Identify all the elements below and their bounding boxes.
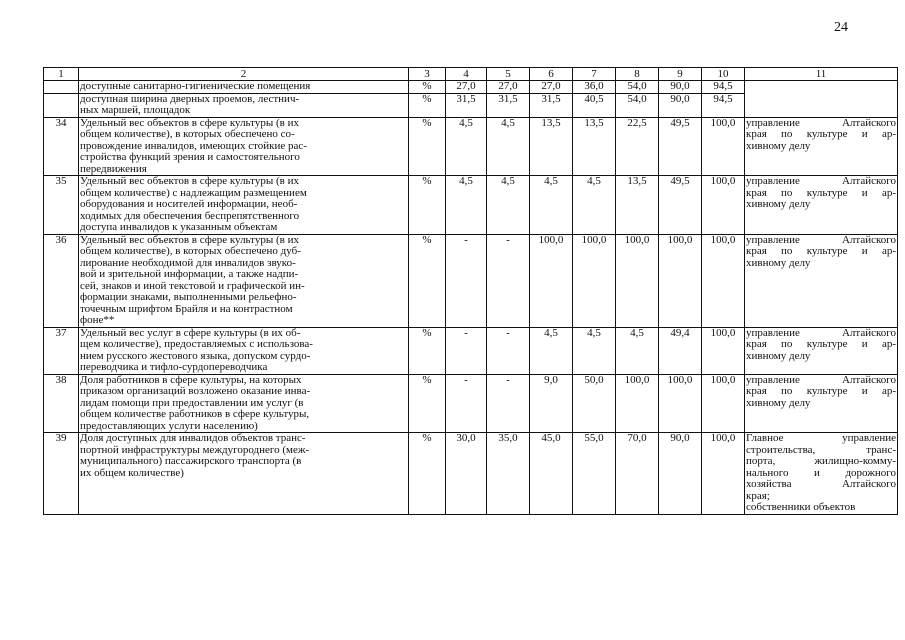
- description-line: портной инфраструктуры междугороднего (меж-: [80, 443, 310, 456]
- page-number: 24: [834, 20, 848, 35]
- responsible-executor: [745, 81, 898, 118]
- year-value: 90,0: [659, 433, 702, 515]
- year-value: 100,0: [573, 234, 616, 327]
- year-value: 31,5: [530, 93, 573, 117]
- row-number: 38: [44, 374, 79, 433]
- description-line: лирование необходимой для инвалидов звуко-: [80, 256, 296, 269]
- executor-line: хивному делу: [746, 256, 811, 269]
- executor-line: хивному делу: [746, 396, 811, 409]
- year-value: 49,5: [659, 117, 702, 176]
- year-value: 4,5: [616, 327, 659, 374]
- column-header: 6: [530, 68, 573, 81]
- description-line: точечным шрифтом Брайля и на контрастном: [80, 302, 293, 315]
- description-line: приказом организаций возложено оказание инва-: [80, 385, 311, 397]
- year-value: 4,5: [573, 327, 616, 374]
- row-number: [44, 93, 79, 117]
- description-line: Доля доступных для инвалидов объектов транс-: [80, 432, 306, 444]
- year-value: -: [487, 327, 530, 374]
- description-line: Удельный вес объектов в сфере культуры (в их: [80, 234, 299, 246]
- year-value: -: [487, 234, 530, 327]
- year-value: 90,0: [659, 93, 702, 117]
- executor-line: края;: [746, 489, 770, 502]
- indicator-description: [79, 93, 409, 117]
- column-header: 7: [573, 68, 616, 81]
- executor-line: собственники объектов: [746, 501, 856, 513]
- year-value: -: [446, 234, 487, 327]
- description-line: доступные санитарно-гигиенические помещения: [80, 80, 311, 92]
- description-line: провождение инвалидов, имеющих стойкие рас-: [80, 139, 307, 152]
- unit: %: [409, 327, 446, 374]
- description-line: их общем количестве): [80, 466, 184, 479]
- indicator-description: [79, 176, 409, 235]
- year-value: 4,5: [446, 176, 487, 235]
- executor-line: управление Алтайского: [746, 374, 896, 386]
- year-value: 100,0: [702, 117, 745, 176]
- year-value: 50,0: [573, 374, 616, 433]
- description-line: оборудования и носителей информации, необ-: [80, 198, 298, 210]
- description-line: сей, знаков и иной текстовой и графической ин-: [80, 279, 305, 292]
- executor-line: Главное управление: [746, 432, 896, 444]
- year-value: 54,0: [616, 93, 659, 117]
- description-line: муниципального) пассажирского транспорта (в: [80, 455, 302, 467]
- description-line: Доля работников в сфере культуры, на которых: [80, 374, 302, 386]
- year-value: 100,0: [530, 234, 573, 327]
- executor-line: нального и дорожного: [746, 466, 896, 479]
- row-number: 37: [44, 327, 79, 374]
- column-header: 11: [745, 68, 898, 81]
- executor-line: края по культуре и ар-: [746, 245, 896, 257]
- year-value: 90,0: [659, 81, 702, 94]
- header-row: [44, 68, 898, 81]
- column-header: 1: [44, 68, 79, 81]
- unit: %: [409, 117, 446, 176]
- executor-line: хозяйства Алтайского: [746, 478, 896, 490]
- year-value: 55,0: [573, 433, 616, 515]
- year-value: 4,5: [530, 176, 573, 235]
- year-value: 4,5: [487, 117, 530, 176]
- year-value: 22,5: [616, 117, 659, 176]
- description-line: общем количестве) с надлежащим размещением: [80, 186, 307, 199]
- executor-line: порта, жилищно-комму-: [746, 455, 896, 467]
- year-value: 13,5: [616, 176, 659, 235]
- description-line: предоставляющих услуги населению): [80, 419, 258, 432]
- year-value: 4,5: [530, 327, 573, 374]
- table-row: [44, 176, 898, 235]
- executor-line: хивному делу: [746, 139, 811, 152]
- year-value: 31,5: [446, 93, 487, 117]
- description-line: фоне**: [80, 314, 115, 326]
- description-line: общем количестве работников в сфере культуры,: [80, 408, 310, 420]
- indicator-description: [79, 81, 409, 94]
- responsible-executor: [745, 433, 898, 515]
- year-value: 27,0: [530, 81, 573, 94]
- year-value: 9,0: [530, 374, 573, 433]
- description-line: вой и зрительной информации, а также надпи-: [80, 268, 299, 280]
- description-line: Удельный вес объектов в сфере культуры (в их: [80, 175, 299, 187]
- unit: %: [409, 93, 446, 117]
- executor-line: края по культуре и ар-: [746, 128, 896, 140]
- description-line: нием русского жестового языка, допуском сурдо-: [80, 349, 311, 362]
- year-value: 35,0: [487, 433, 530, 515]
- column-header: 5: [487, 68, 530, 81]
- executor-line: управление Алтайского: [746, 117, 896, 129]
- indicator-description: [79, 374, 409, 433]
- row-number: 36: [44, 234, 79, 327]
- indicator-description: [79, 234, 409, 327]
- description-line: общем количестве), в которых обеспечено дуб-: [80, 245, 301, 257]
- year-value: -: [446, 374, 487, 433]
- indicators-table: [43, 67, 898, 515]
- indicator-description: [79, 117, 409, 176]
- year-value: 36,0: [573, 81, 616, 94]
- year-value: 100,0: [659, 374, 702, 433]
- column-header: 9: [659, 68, 702, 81]
- year-value: 4,5: [446, 117, 487, 176]
- executor-line: края по культуре и ар-: [746, 186, 896, 199]
- column-header: 4: [446, 68, 487, 81]
- description-line: Удельный вес объектов в сфере культуры (в их: [80, 117, 299, 129]
- unit: %: [409, 374, 446, 433]
- unit: %: [409, 433, 446, 515]
- year-value: 100,0: [702, 433, 745, 515]
- column-header: 2: [79, 68, 409, 81]
- year-value: 49,4: [659, 327, 702, 374]
- description-line: щем количестве), предоставляемых с использова-: [80, 338, 313, 350]
- year-value: 49,5: [659, 176, 702, 235]
- row-number: 35: [44, 176, 79, 235]
- table-row: [44, 81, 898, 94]
- executor-line: края по культуре и ар-: [746, 385, 896, 397]
- description-line: Удельный вес услуг в сфере культуры (в их об-: [80, 327, 301, 339]
- executor-line: управление Алтайского: [746, 175, 896, 187]
- year-value: 100,0: [702, 327, 745, 374]
- row-number: [44, 81, 79, 94]
- year-value: 100,0: [616, 374, 659, 433]
- unit: %: [409, 176, 446, 235]
- year-value: -: [487, 374, 530, 433]
- executor-line: края по культуре и ар-: [746, 338, 896, 350]
- description-line: ходимых для обеспечения беспрепятственного: [80, 209, 300, 222]
- executor-line: управление Алтайского: [746, 234, 896, 246]
- executor-line: хивному делу: [746, 198, 811, 210]
- table-row: [44, 433, 898, 515]
- year-value: 30,0: [446, 433, 487, 515]
- table-body: [44, 81, 898, 515]
- indicator-description: [79, 433, 409, 515]
- responsible-executor: [745, 327, 898, 374]
- column-header: 8: [616, 68, 659, 81]
- indicator-description: [79, 327, 409, 374]
- description-line: общем количестве), в которых обеспечено со-: [80, 128, 295, 140]
- year-value: 31,5: [487, 93, 530, 117]
- description-line: переводчика и тифло-сурдопереводчика: [80, 361, 268, 373]
- description-line: стройства функций зрения и самостоятельного: [80, 151, 300, 163]
- responsible-executor: [745, 234, 898, 327]
- year-value: 27,0: [446, 81, 487, 94]
- year-value: 100,0: [659, 234, 702, 327]
- year-value: 54,0: [616, 81, 659, 94]
- table-row: [44, 117, 898, 176]
- responsible-executor: [745, 176, 898, 235]
- year-value: 70,0: [616, 433, 659, 515]
- unit: %: [409, 81, 446, 94]
- year-value: 13,5: [530, 117, 573, 176]
- description-line: доступная ширина дверных проемов, лестнич-: [80, 93, 300, 105]
- year-value: 94,5: [702, 93, 745, 117]
- unit: %: [409, 234, 446, 327]
- year-value: 100,0: [702, 374, 745, 433]
- description-line: доступа инвалидов к указанным объектам: [80, 221, 278, 233]
- column-header: 3: [409, 68, 446, 81]
- description-line: передвижения: [80, 162, 147, 175]
- row-number: 39: [44, 433, 79, 515]
- column-header: 10: [702, 68, 745, 81]
- year-value: 100,0: [702, 176, 745, 235]
- year-value: 100,0: [702, 234, 745, 327]
- year-value: -: [446, 327, 487, 374]
- table-row: [44, 374, 898, 433]
- year-value: 13,5: [573, 117, 616, 176]
- year-value: 4,5: [573, 176, 616, 235]
- year-value: 27,0: [487, 81, 530, 94]
- description-line: формации знаками, выполненными рельефно-: [80, 291, 297, 303]
- description-line: лидам помощи при предоставлении им услуг (в: [80, 396, 304, 409]
- description-line: ных маршей, площадок: [80, 104, 191, 116]
- year-value: 40,5: [573, 93, 616, 117]
- executor-line: управление Алтайского: [746, 327, 896, 339]
- executor-line: строительства, транс-: [746, 443, 896, 456]
- executor-line: хивному делу: [746, 349, 811, 362]
- year-value: 94,5: [702, 81, 745, 94]
- year-value: 100,0: [616, 234, 659, 327]
- table-row: [44, 327, 898, 374]
- responsible-executor: [745, 117, 898, 176]
- year-value: 4,5: [487, 176, 530, 235]
- year-value: 45,0: [530, 433, 573, 515]
- table-row: [44, 234, 898, 327]
- row-number: 34: [44, 117, 79, 176]
- responsible-executor: [745, 374, 898, 433]
